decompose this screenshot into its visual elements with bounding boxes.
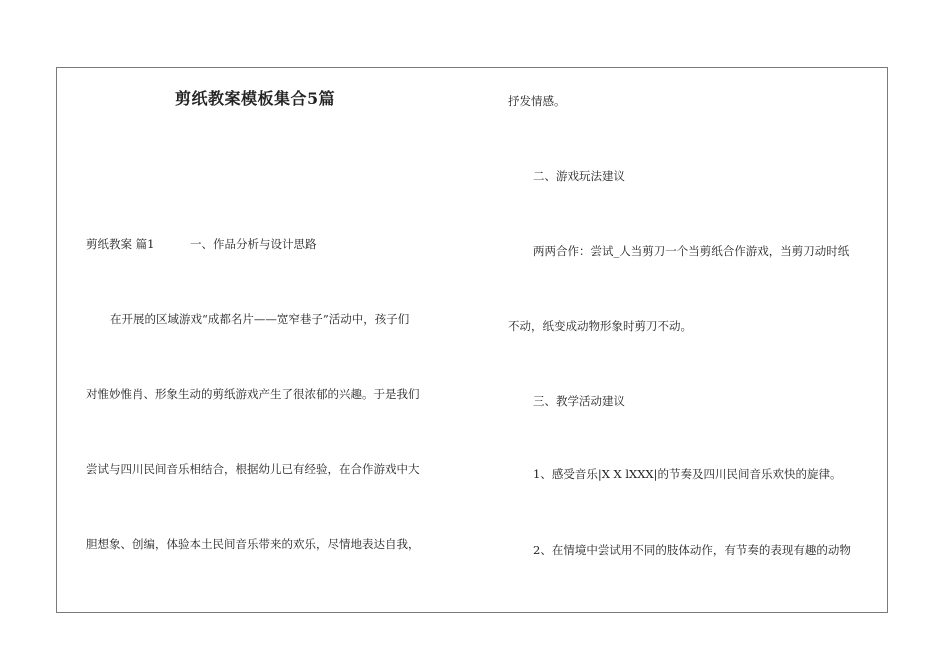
section-heading: 一、作品分析与设计思路 (190, 237, 317, 251)
paragraph-line: 胆想象、创编，体验本土民间音乐带来的欢乐，尽情地表达自我， (86, 537, 420, 551)
paragraph-line: 对惟妙惟肖、形象生动的剪纸游戏产生了很浓郁的兴趣。于是我们 (86, 387, 420, 401)
paragraph-line: 1、感受音乐|X X lXXX|的节奏及四川民间音乐欢快的旋律。 (533, 467, 842, 481)
paragraph-line: 抒发情感。 (508, 94, 566, 108)
document-title: 剪纸教案模板集合5篇 (175, 89, 336, 108)
paragraph-line: 2、在情境中尝试用不同的肢体动作，有节奏的表现有趣的动物 (533, 543, 851, 557)
page-frame (56, 67, 888, 613)
section-label: 剪纸教案 篇1 (86, 237, 155, 251)
paragraph-line: 在开展的区域游戏“成都名片——宽窄巷子”活动中，孩子们 (110, 312, 410, 326)
section-heading: 三、教学活动建议 (533, 394, 625, 408)
paragraph-line: 两两合作：尝试_人当剪刀一个当剪纸合作游戏，当剪刀动时纸 (533, 244, 850, 258)
section-heading: 二、游戏玩法建议 (533, 169, 625, 183)
paragraph-line: 尝试与四川民间音乐相结合，根据幼儿已有经验，在合作游戏中大 (86, 462, 420, 476)
paragraph-line: 不动，纸变成动物形象时剪刀不动。 (508, 319, 692, 333)
